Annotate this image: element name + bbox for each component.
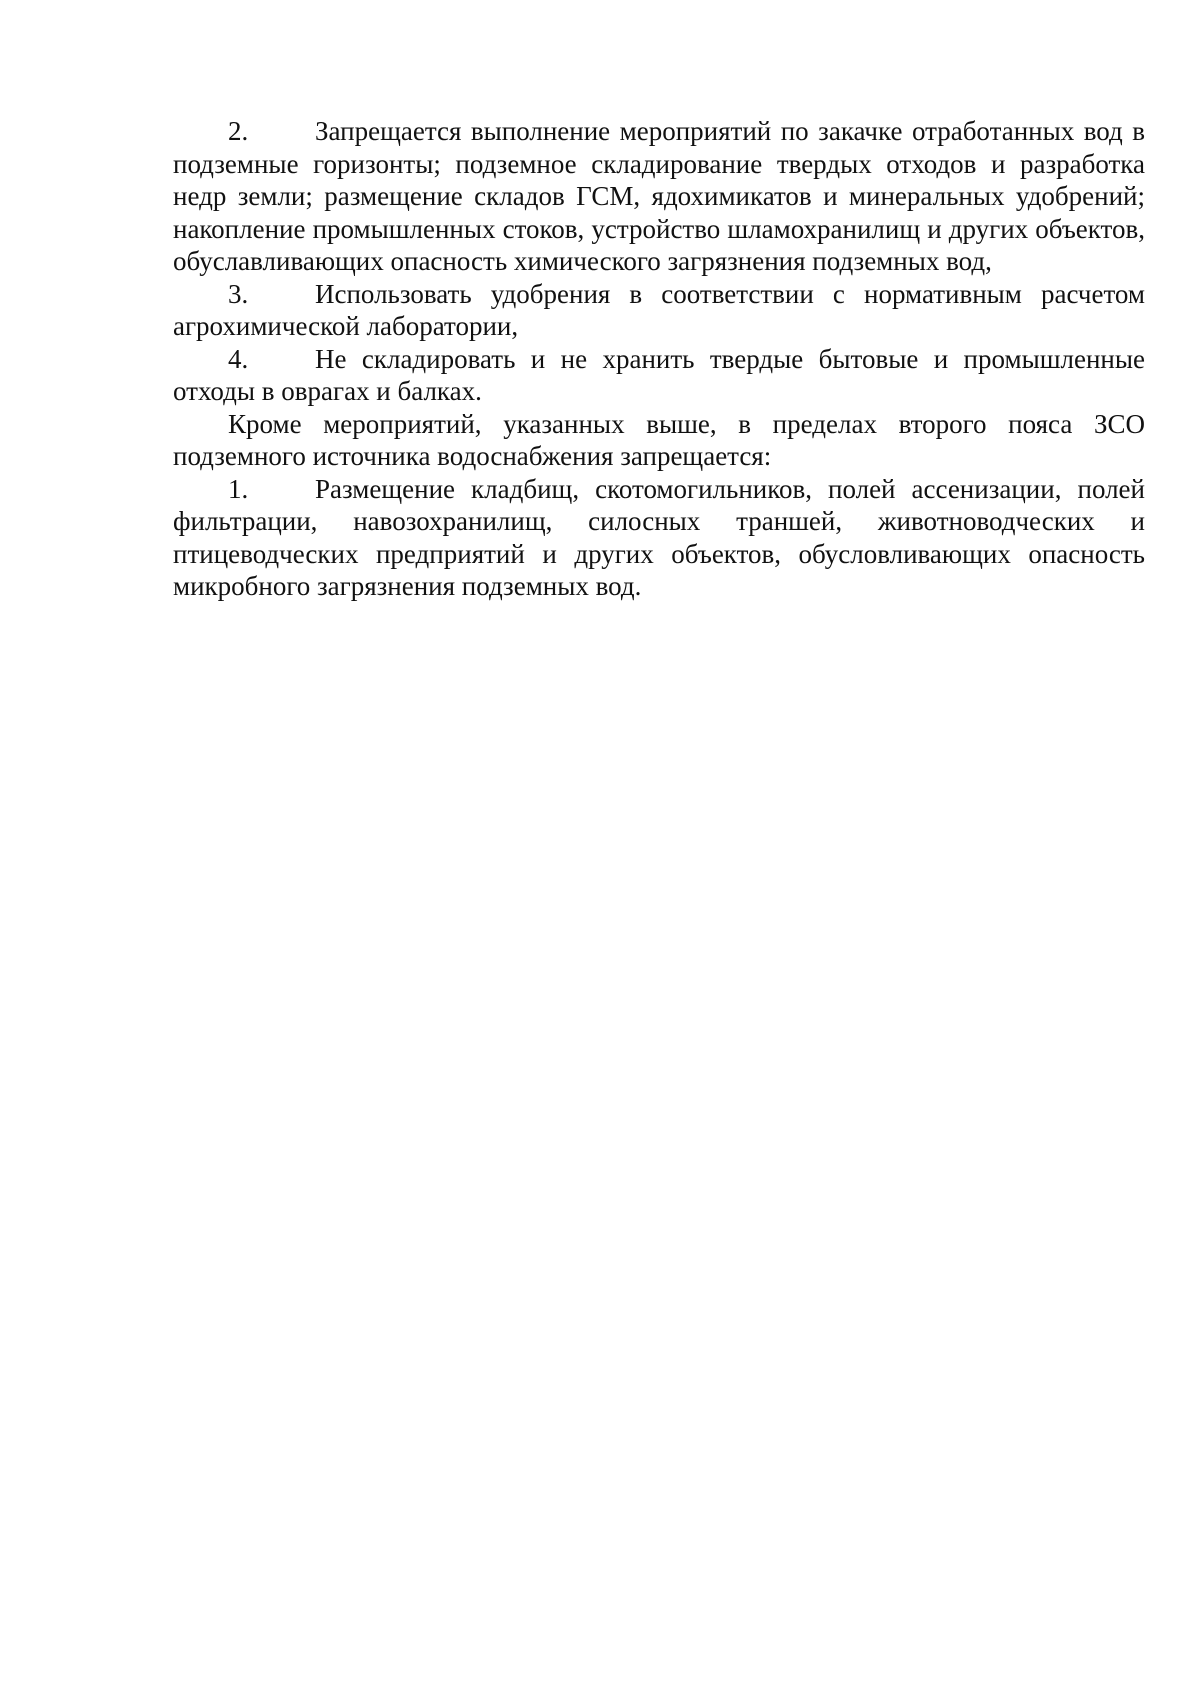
list-item-4 [173,343,1145,408]
body-paragraph: Кроме мероприятий, указанных выше, в пределах второго пояса ЗСО подземного источника водоснабжения запрещается: [173,408,1145,471]
list-item-3 [173,278,1145,343]
list-item-1 [173,473,1145,603]
list-item-text: Не складировать и не хранить твердые бытовые и промышленные отходы в оврагах и балках. [173,343,1145,406]
list-item-number: 1. [228,473,249,504]
list-item-number: 4. [228,343,249,374]
list-item-number: 2. [228,116,249,146]
list-item-number: 3. [228,278,249,309]
list-item-2 [173,115,1145,278]
list-item-text: Запрещается выполнение мероприятий по закачке отработанных вод в подземные горизонты; подземное складирование твердых отходов и разработка недр земли; размещение складов ГСМ, ядохимикатов и минеральных удобрений; накопление промышленных стоков, устройство шламохранилищ и других объектов, обуславливающих опасность химического загрязнения подземных вод, [173,116,1145,276]
list-item-text: Использовать удобрения в соответствии с нормативным расчетом агрохимической лаборатории, [173,278,1145,341]
list-item-text: Размещение кладбищ, скотомогильников, полей ассенизации, полей фильтрации, навозохранилищ, силосных траншей, животноводческих и птицеводческих предприятий и других объектов, обусловливающих опасность микробного загрязнения подземных вод. [173,473,1145,601]
document-body [173,115,1145,603]
